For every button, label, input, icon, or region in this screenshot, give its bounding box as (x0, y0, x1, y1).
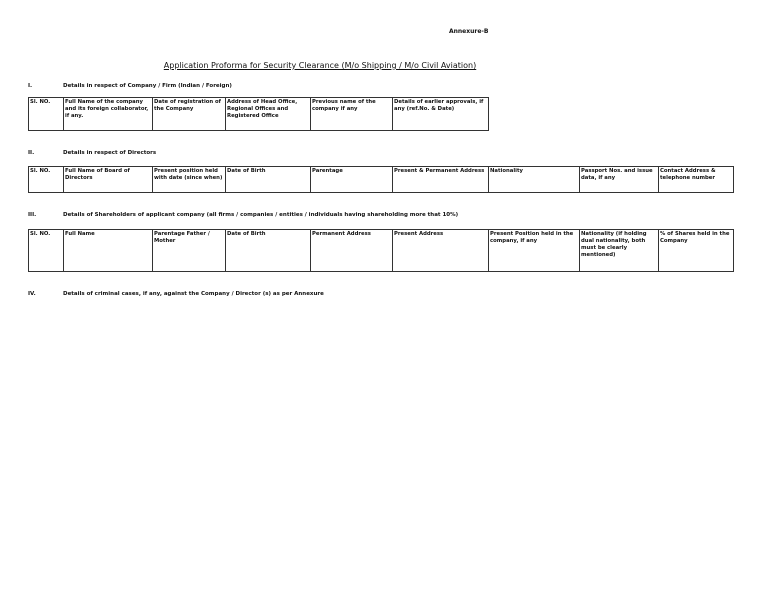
column-header: Parentage Father / Mother (153, 230, 226, 272)
column-header: Present Position held in the company, if any (489, 230, 580, 272)
column-header: Parentage (311, 167, 393, 193)
column-header: Details of earlier approvals, if any (ref.No. & Date) (393, 98, 489, 131)
column-header: Contact Address & telephone number (659, 167, 734, 193)
column-header: Full Name (64, 230, 153, 272)
section-4-number: IV. (28, 291, 36, 297)
column-header: Sl. NO. (29, 167, 64, 193)
company-details-table (28, 97, 489, 131)
table-row (29, 167, 734, 193)
column-header: Full Name of the company and its foreign collaborator, if any. (64, 98, 153, 131)
column-header: Permanent Address (311, 230, 393, 272)
table-row (29, 230, 734, 272)
section-4-heading: Details of criminal cases, if any, against the Company / Director (s) as per Annexure (63, 291, 324, 297)
annexure-label: Annexure-B (449, 28, 489, 35)
column-header: Nationality (if holding dual nationality, both must be clearly mentioned) (580, 230, 659, 272)
table-row (29, 98, 489, 131)
column-header: % of Shares held in the Company (659, 230, 734, 272)
directors-table (28, 166, 734, 193)
section-3-number: III. (28, 212, 37, 218)
column-header: Sl. NO. (29, 230, 64, 272)
column-header: Present Address (393, 230, 489, 272)
column-header: Previous name of the company if any (311, 98, 393, 131)
section-3-heading: Details of Shareholders of applicant company (all firms / companies / entities / individuals having shareholding more that 10%) (63, 212, 459, 218)
column-header: Date of Birth (226, 167, 311, 193)
section-1-heading: Details in respect of Company / Firm (Indian / Foreign) (63, 83, 232, 89)
column-header: Date of Birth (226, 230, 311, 272)
column-header: Present position held with date (since when) (153, 167, 226, 193)
shareholders-table (28, 229, 734, 272)
column-header: Nationality (489, 167, 580, 193)
column-header: Sl. NO. (29, 98, 64, 131)
section-2-number: II. (28, 150, 35, 156)
column-header: Date of registration of the Company (153, 98, 226, 131)
column-header: Address of Head Office, Regional Offices and Registered Office (226, 98, 311, 131)
section-1-number: I. (28, 83, 33, 89)
column-header: Present & Permanent Address (393, 167, 489, 193)
section-2-heading: Details in respect of Directors (63, 150, 157, 156)
page-title: Application Proforma for Security Clearance (M/o Shipping / M/o Civil Aviation) (163, 61, 477, 70)
column-header: Full Name of Board of Directors (64, 167, 153, 193)
column-header: Passport Nos. and issue data, if any (580, 167, 659, 193)
